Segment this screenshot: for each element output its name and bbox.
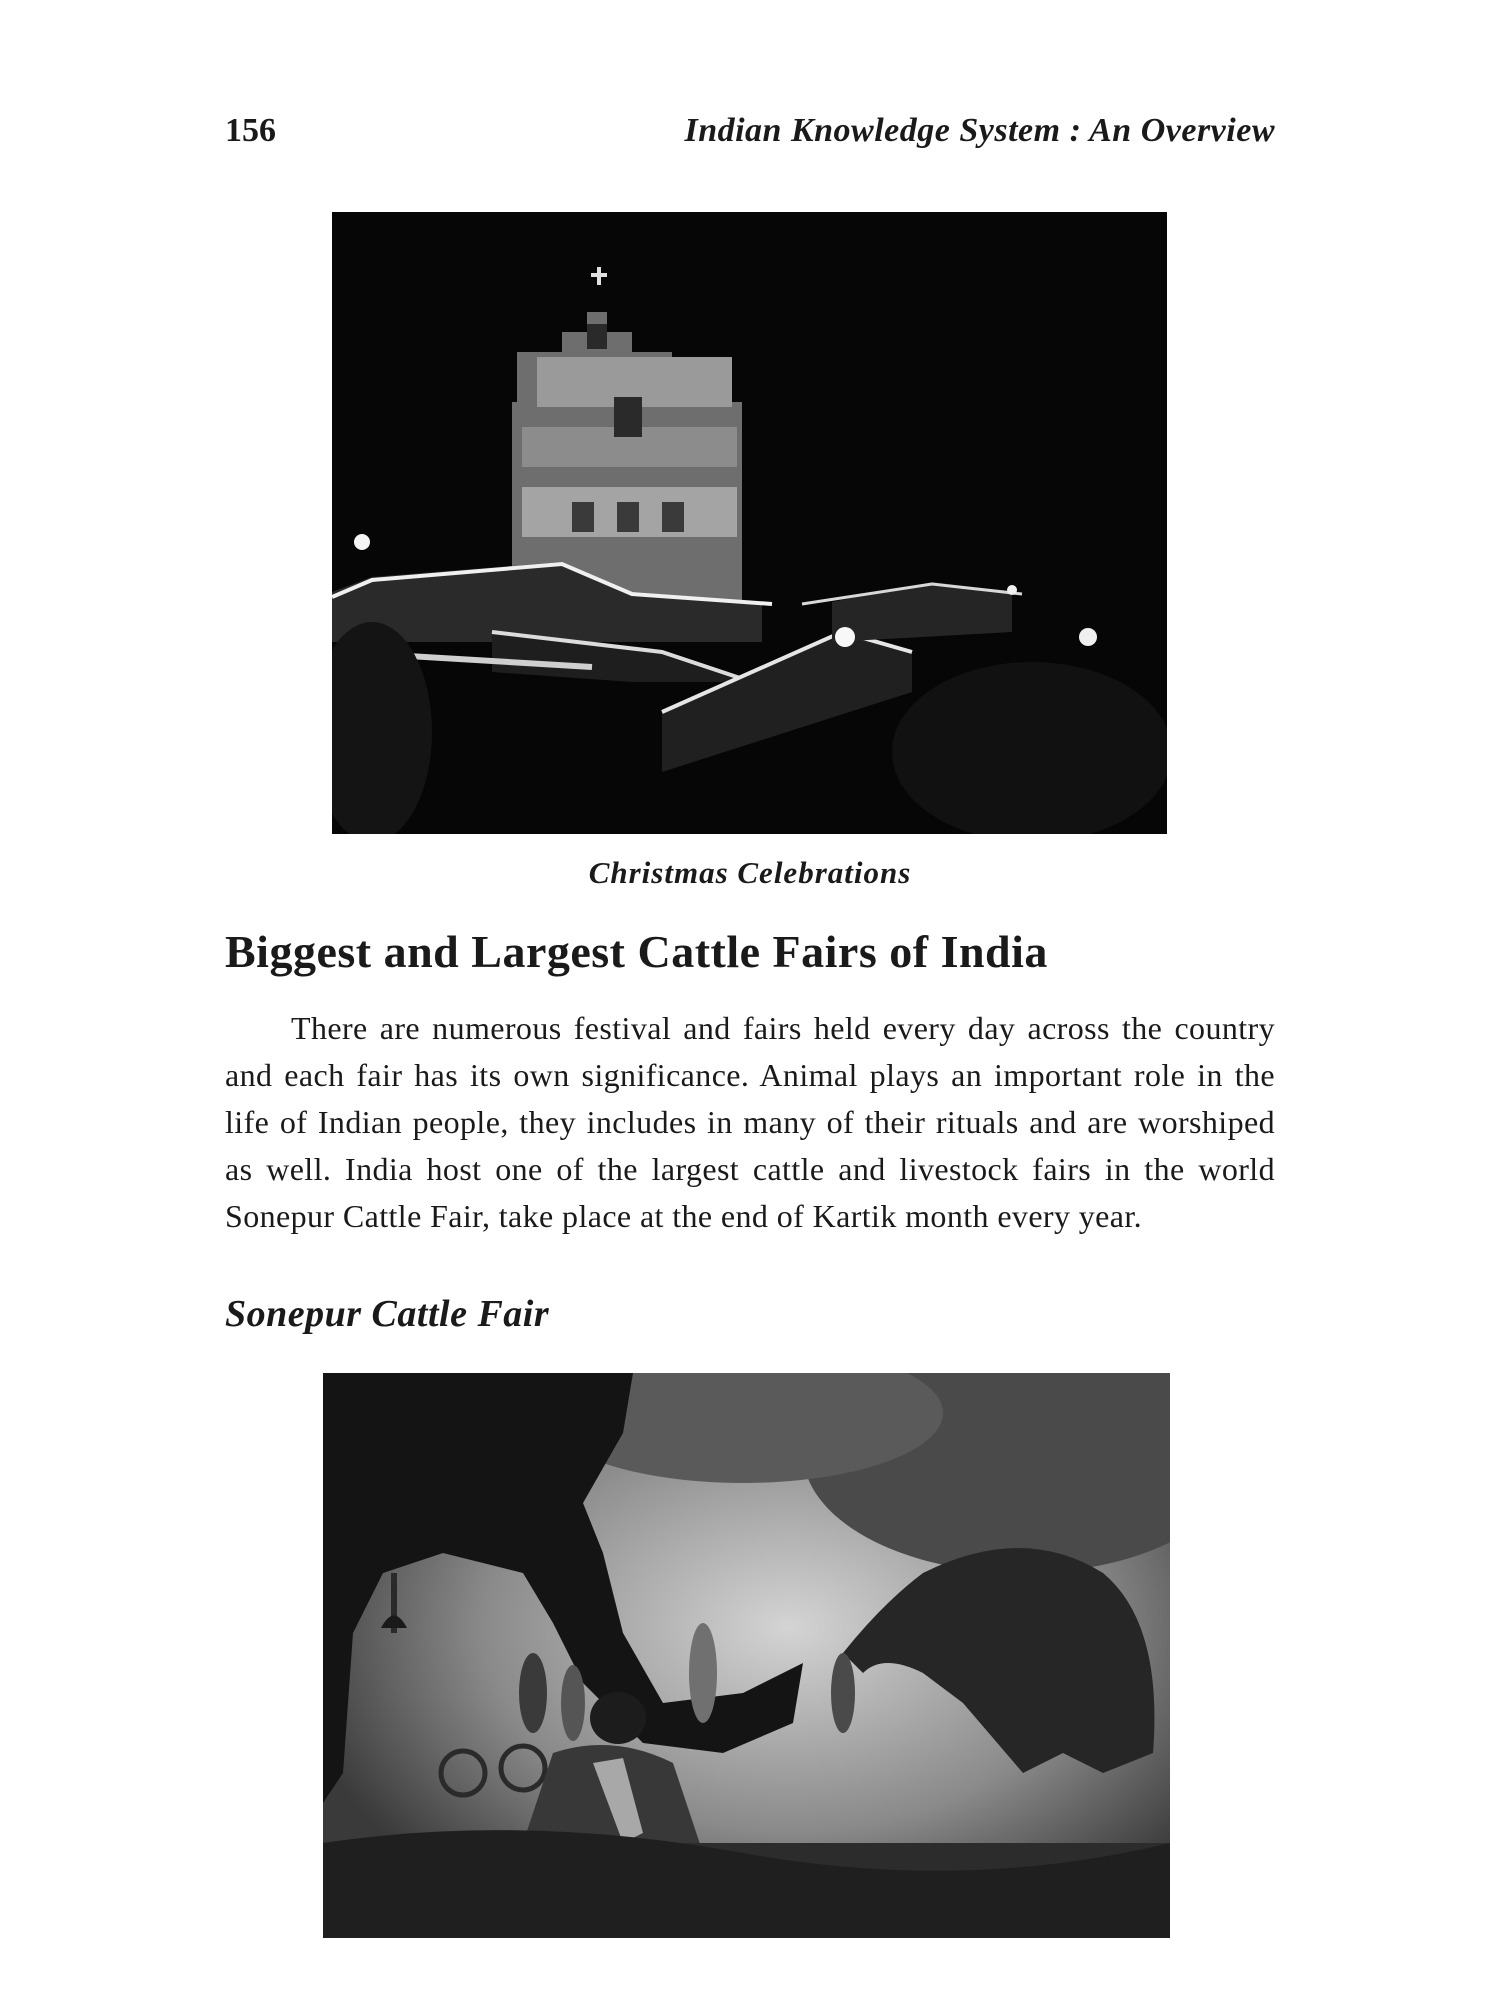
page-number: 156 (225, 112, 276, 149)
running-header (225, 112, 1275, 162)
body-paragraph: There are numerous festival and fairs held every day across the country and each fair has its own significance. Animal plays an important role in the life of Indian people, they includes in many of their rituals and are worshiped as well. India host one of the largest cattle and livestock fairs in the world Sonepur Cattle Fair, take place at the end of Kartik month every year. (225, 1010, 1275, 1234)
section-heading: Biggest and Largest Cattle Fairs of India (225, 926, 1048, 977)
running-title: Indian Knowledge System : An Overview (684, 112, 1275, 149)
figure-caption: Christmas Celebrations (588, 855, 912, 890)
christmas-church-photo (332, 212, 1167, 834)
subsection-heading: Sonepur Cattle Fair (225, 1293, 550, 1335)
elephant-fair-photo (323, 1373, 1170, 1938)
